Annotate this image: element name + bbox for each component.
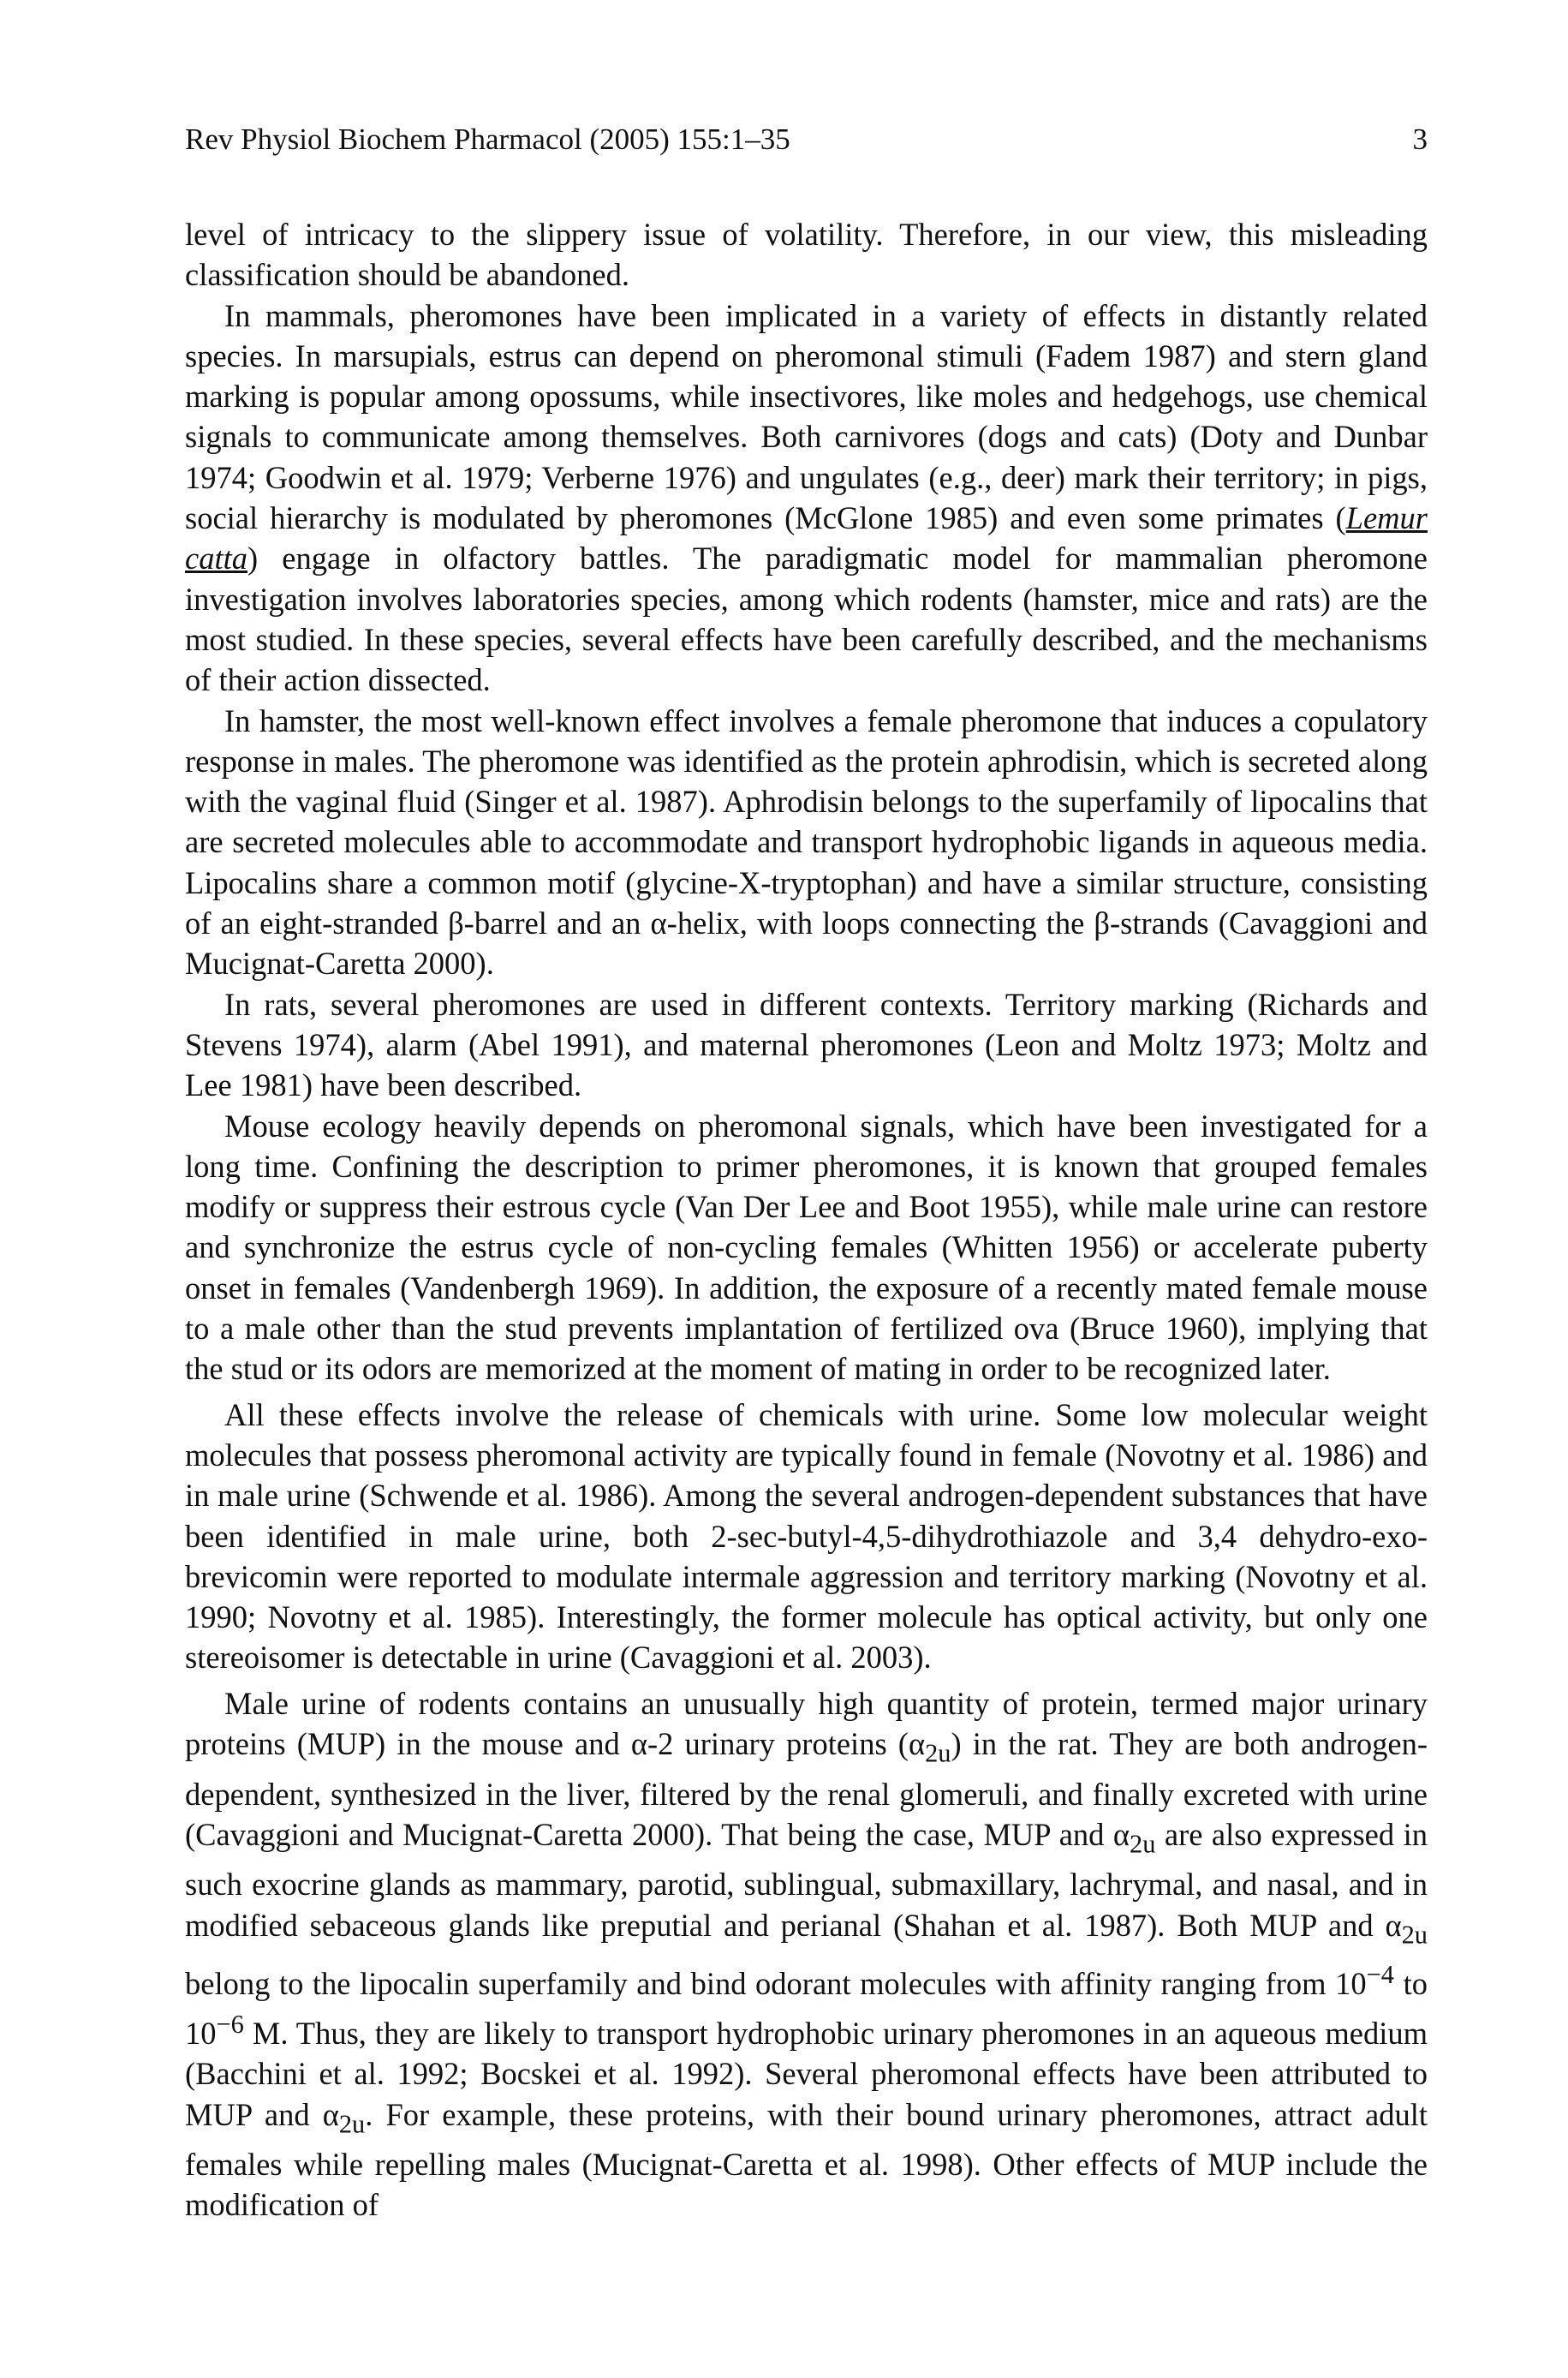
page-number: 3 — [1412, 122, 1428, 156]
paragraph-rats: In rats, several pheromones are used in different contexts. Territory marking (Richards and Stevens 1974), alarm (Abel 1991), and maternal pheromones (Leon and Moltz 1973; Moltz and Lee 1981) have been described. — [185, 986, 1428, 1103]
journal-citation: Rev Physiol Biochem Pharmacol (2005) 155:1–35 — [185, 122, 790, 156]
paragraph-mammals: In mammals, pheromones have been implicated in a variety of effects in distantly related species. In marsupials, estrus can depend on pheromonal stimuli (Fadem 1987) and stern gland marking is popular among opossums, while insectivores, like moles and hedgehogs, use chemical signals to communicate among themselves. Both carnivores (dogs and cats) (Doty and Dunbar 1974; Goodwin et al. 1979; Verberne 1976) and ungulates (e.g., deer) mark their territory; in pigs, social hierarchy is modulated by pheromones (McGlone 1985) and even some primates (Lemur catta) engage in olfactory battles. The paradigmatic model for mammalian pheromone investigation involves laboratories species, among which rodents (hamster, mice and rats) are the most studied. In these species, several effects have been carefully described, and the mechanisms of their action dissected. — [185, 297, 1428, 698]
running-header — [185, 121, 1428, 158]
paragraph-urine-chemicals: All these effects involve the release of chemicals with urine. Some low molecular weight molecules that possess pheromonal activity are typically found in female (Novotny et al. 1986) and in male urine (Schwende et al. 1986). Among the several androgen-dependent substances that have been identified in male urine, both 2-sec-butyl-4,5-dihydrothiazole and 3,4 dehydro-exo-brevicomin were reported to modulate intermale aggression and territory marking (Novotny et al. 1990; Novotny et al. 1985). Interestingly, the former molecule has optical activity, but only one stereoisomer is detectable in urine (Cavaggioni et al. 2003). — [185, 1396, 1428, 1676]
paragraph-mouse-ecology: Mouse ecology heavily depends on pheromonal signals, which have been investigated for a long time. Confining the description to primer pheromones, it is known that grouped females modify or suppress their estrous cycle (Van Der Lee and Boot 1955), while male urine can restore and synchronize the estrus cycle of non-cycling females (Whitten 1956) or accelerate puberty onset in females (Vandenbergh 1969). In addition, the exposure of a recently mated female mouse to a male other than the stud prevents implantation of fertilized ova (Bruce 1960), implying that the stud or its odors are memorized at the moment of mating in order to be recognized later. — [185, 1108, 1428, 1387]
paragraph-urinary-proteins: Male urine of rodents contains an unusually high quantity of protein, termed major urinary proteins (MUP) in the mouse and α-2 urinary proteins $(\alpha_{2u})$ in the rat. They are both androgen-dependent, synthesized in the liver, filtered by the renal glomeruli, and finally excreted with urine (Cavaggioni and Mucignat-Caretta 2000). That being the case, MUP and $\alpha_{2u}$ are also expressed in such exocrine glands as mammary, parotid, sublingual, submaxillary, lachrymal, and nasal, and in modified sebaceous glands like preputial and perianal (Shahan et al. 1987). Both MUP and $\alpha_{2u}$ belong to the lipocalin superfamily and bind odorant molecules with affinity ranging from $10^{-4}$ to $10^{-6}$ M. Thus, they are likely to transport hydrophobic urinary pheromones in an aqueous medium (Bacchini et al. 1992; Bocskei et al. 1992). Several pheromonal effects have been attributed to MUP and $\alpha_{2u}$. For example, these proteins, with their bound urinary pheromones, attract adult females while repelling males (Mucignat-Caretta et al. 1998). Other effects of MUP include the modification of — [185, 1685, 1428, 2223]
body-text — [185, 214, 1428, 2226]
paragraph-volatility: level of intricacy to the slippery issue of volatility. Therefore, in our view, this misleading classification should be abandoned. — [185, 217, 1428, 293]
paragraph-hamster: In hamster, the most well-known effect involves a female pheromone that induces a copulatory response in males. The pheromone was identified as the protein aphrodisin, which is secreted along with the vaginal fluid (Singer et al. 1987). Aphrodisin belongs to the superfamily of lipocalins that are secreted molecules able to accommodate and transport hydrophobic ligands in aqueous media. Lipocalins share a common motif (glycine-X-tryptophan) and have a similar structure, consisting of an eight-stranded β-barrel and an α-helix, with loops connecting the β-strands (Cavaggioni and Mucignat-Caretta 2000). — [185, 702, 1428, 982]
